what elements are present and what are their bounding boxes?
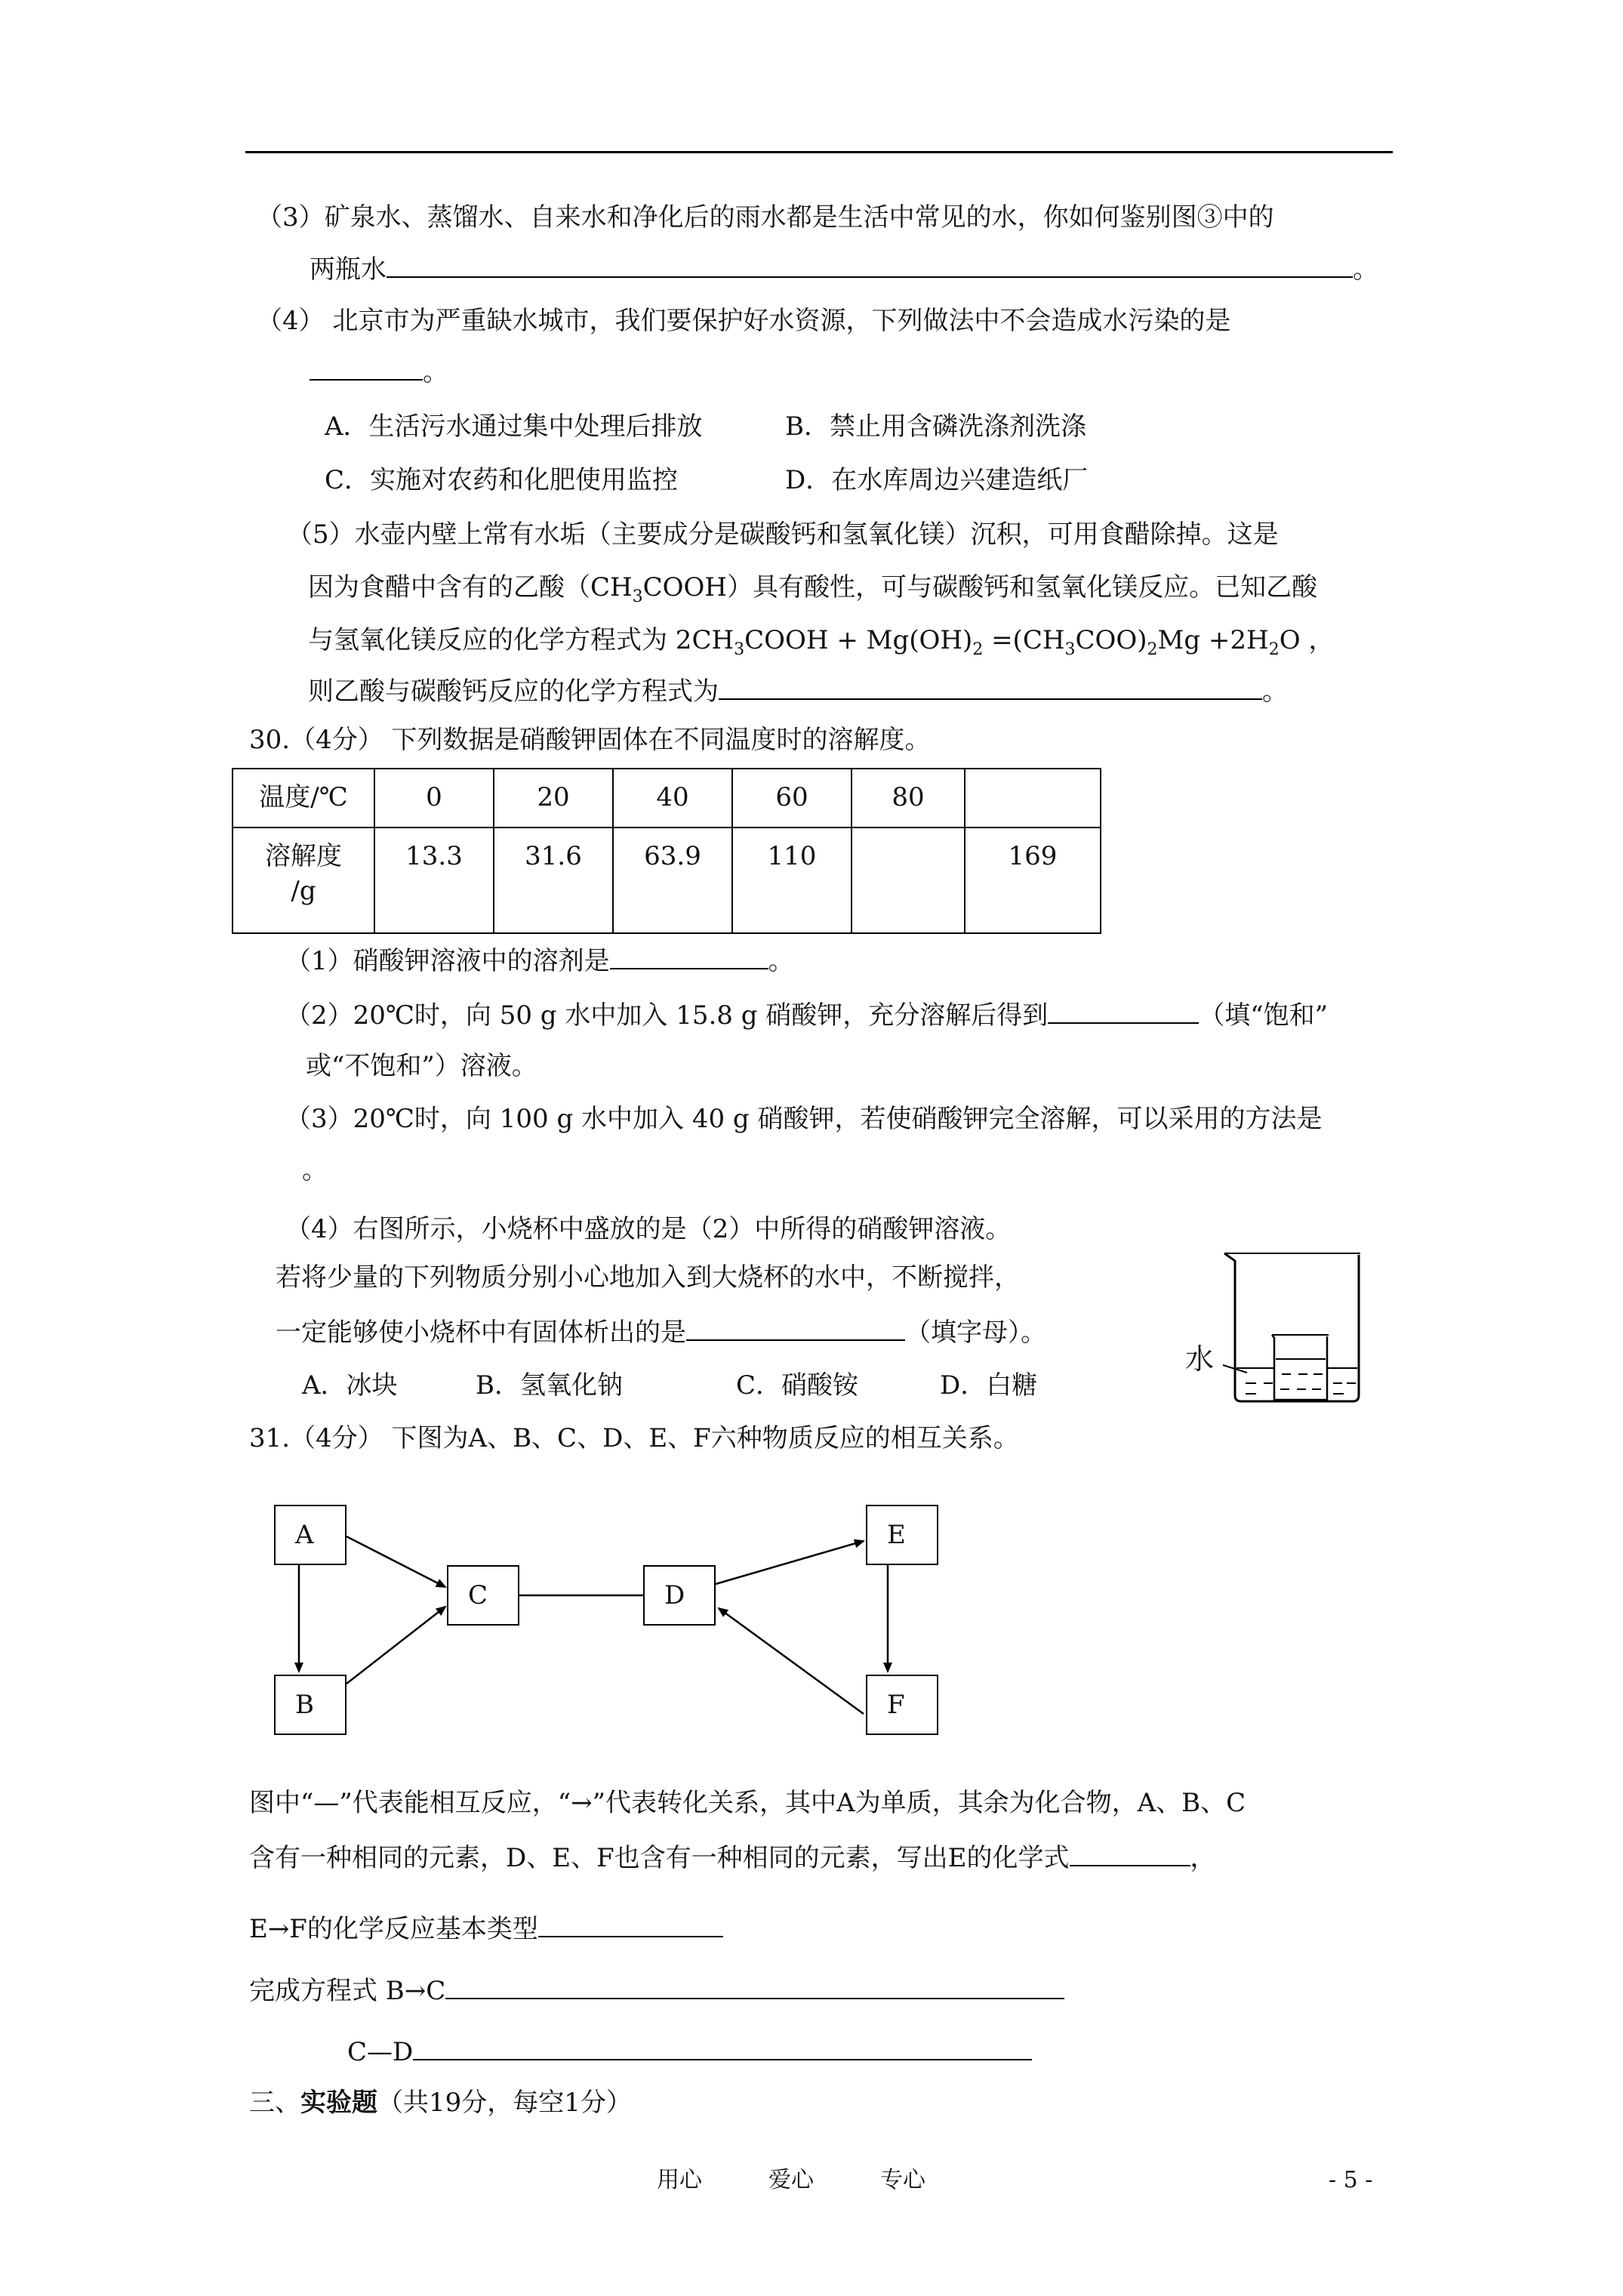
table-cell: 0	[374, 769, 494, 827]
q30-option-c: C．硝酸铵	[736, 1370, 859, 1401]
box-b: B	[274, 1675, 346, 1735]
q30-p1: （1）硝酸钾溶液中的溶剂是 。	[285, 944, 794, 976]
table-cell	[852, 827, 965, 933]
q29-p4-line2: 。	[310, 355, 448, 387]
q29-p4-line1: （4） 北京市为严重缺水城市，我们要保护好水资源，下列做法中不会造成水污染的是	[257, 306, 1231, 336]
header-rule	[245, 151, 1393, 153]
footer-motto-2: 爱心	[768, 2167, 814, 2193]
q31-p3: E→F的化学反应基本类型	[249, 1912, 723, 1944]
box-a: A	[274, 1505, 346, 1565]
table-cell: 80	[852, 769, 965, 827]
footer-motto-3: 专心	[880, 2167, 925, 2193]
table-cell: 110	[732, 827, 852, 933]
box-d: D	[643, 1565, 716, 1626]
q29-p5-line2: 因为食醋中含有的乙酸$(CH_3COOH)$具有酸性，可与碳酸钙和氢氧化镁反应。已知乙酸	[308, 572, 1318, 606]
q30-option-a: A．冰块	[302, 1370, 398, 1401]
q30-option-d: D．白糖	[940, 1370, 1038, 1401]
q31-p5: C—D	[347, 2035, 1032, 2067]
water-label: 水	[1185, 1342, 1215, 1376]
q29-option-c: C．实施对农药和化肥使用监控	[325, 465, 679, 495]
table-cell: 169	[965, 827, 1101, 933]
table-cell	[965, 769, 1101, 827]
q31-title: 31.（4分） 下图为A、B、C、D、E、F六种物质反应的相互关系。	[249, 1423, 1019, 1453]
q30-p2-line1: （2）20℃时，向 50 g 水中加入 15.8 g 硝酸钾，充分溶解后得到 （填“饱和”	[285, 998, 1328, 1031]
q29-option-a: A．生活污水通过集中处理后排放	[325, 411, 703, 442]
table-cell: 20	[494, 769, 613, 827]
q29-p5-line4: 则乙酸与碳酸钙反应的化学方程式为 。	[308, 674, 1288, 707]
q31-p2: 含有一种相同的元素，D、E、F也含有一种相同的元素，写出E的化学式 ，	[249, 1841, 1216, 1873]
q30-p2-line2: 或“不饱和”）溶液。	[306, 1051, 537, 1081]
q31-p4: 完成方程式 B→C	[249, 1974, 1064, 2006]
answer-blank[interactable]	[445, 1974, 1064, 1999]
q29-p3-line2: 两瓶水 。	[310, 252, 1378, 285]
table-cell: 31.6	[494, 827, 613, 933]
q30-p4-line3: 一定能够使小烧杯中有固体析出的是 （填字母）。	[276, 1315, 1046, 1348]
footer-motto-1: 用心	[657, 2167, 702, 2193]
q30-p4-line1: （4）右图所示，小烧杯中盛放的是（2）中所得的硝酸钾溶液。	[285, 1214, 1012, 1244]
box-e: E	[866, 1505, 938, 1565]
q29-option-d: D．在水库周边兴建造纸厂	[785, 465, 1089, 495]
answer-blank[interactable]	[387, 252, 1353, 278]
answer-blank[interactable]	[686, 1315, 905, 1341]
table-header-solubility: 溶解度 /g	[233, 827, 374, 933]
solubility-table	[232, 768, 1101, 934]
q30-option-b: B．氢氧化钠	[476, 1370, 623, 1401]
q30-title: 30.（4分） 下列数据是硝酸钾固体在不同温度时的溶解度。	[249, 725, 931, 755]
section-3-heading: 三、实验题（共19分，每空1分）	[249, 2088, 632, 2118]
answer-blank[interactable]	[413, 2035, 1032, 2060]
table-cell: 13.3	[374, 827, 494, 933]
q30-p4-line2: 若将少量的下列物质分别小心地加入到大烧杯的水中，不断搅拌，	[276, 1262, 1020, 1293]
q29-option-b: B．禁止用含磷洗涤剂洗涤	[785, 411, 1086, 442]
q30-p3-line2: 。	[302, 1155, 328, 1185]
box-f: F	[866, 1675, 938, 1735]
q29-p5-equation: 与氢氧化镁反应的化学方程式为 $2CH_3COOH + Mg(OH)_2 =(CH_3COO)_2Mg +2H_2O$ ，	[308, 625, 1335, 659]
box-c: C	[447, 1565, 519, 1626]
q29-p3-line1: （3）矿泉水、蒸馏水、自来水和净化后的雨水都是生活中常见的水，你如何鉴别图③中的	[257, 202, 1274, 233]
answer-blank[interactable]	[610, 944, 768, 969]
table-cell: 40	[613, 769, 732, 827]
q31-p1: 图中“—”代表能相互反应，“→”代表转化关系，其中A为单质，其余为化合物，A、B、C	[249, 1788, 1246, 1818]
answer-blank[interactable]	[719, 674, 1262, 700]
answer-blank[interactable]	[310, 355, 423, 381]
table-cell: 60	[732, 769, 852, 827]
answer-blank[interactable]	[538, 1912, 723, 1937]
q30-p3-line1: （3）20℃时，向 100 g 水中加入 40 g 硝酸钾，若使硝酸钾完全溶解，可以采用的方法是	[285, 1104, 1323, 1134]
page-number: - 5 -	[1329, 2167, 1373, 2193]
table-header-temperature: 温度/℃	[233, 769, 374, 827]
answer-blank[interactable]	[1070, 1841, 1190, 1866]
table-cell: 63.9	[613, 827, 732, 933]
answer-blank[interactable]	[1048, 998, 1199, 1024]
q29-p5-line1: （5）水壶内壁上常有水垢（主要成分是碳酸钙和氢氧化镁）沉积，可用食醋除掉。这是	[287, 519, 1279, 550]
